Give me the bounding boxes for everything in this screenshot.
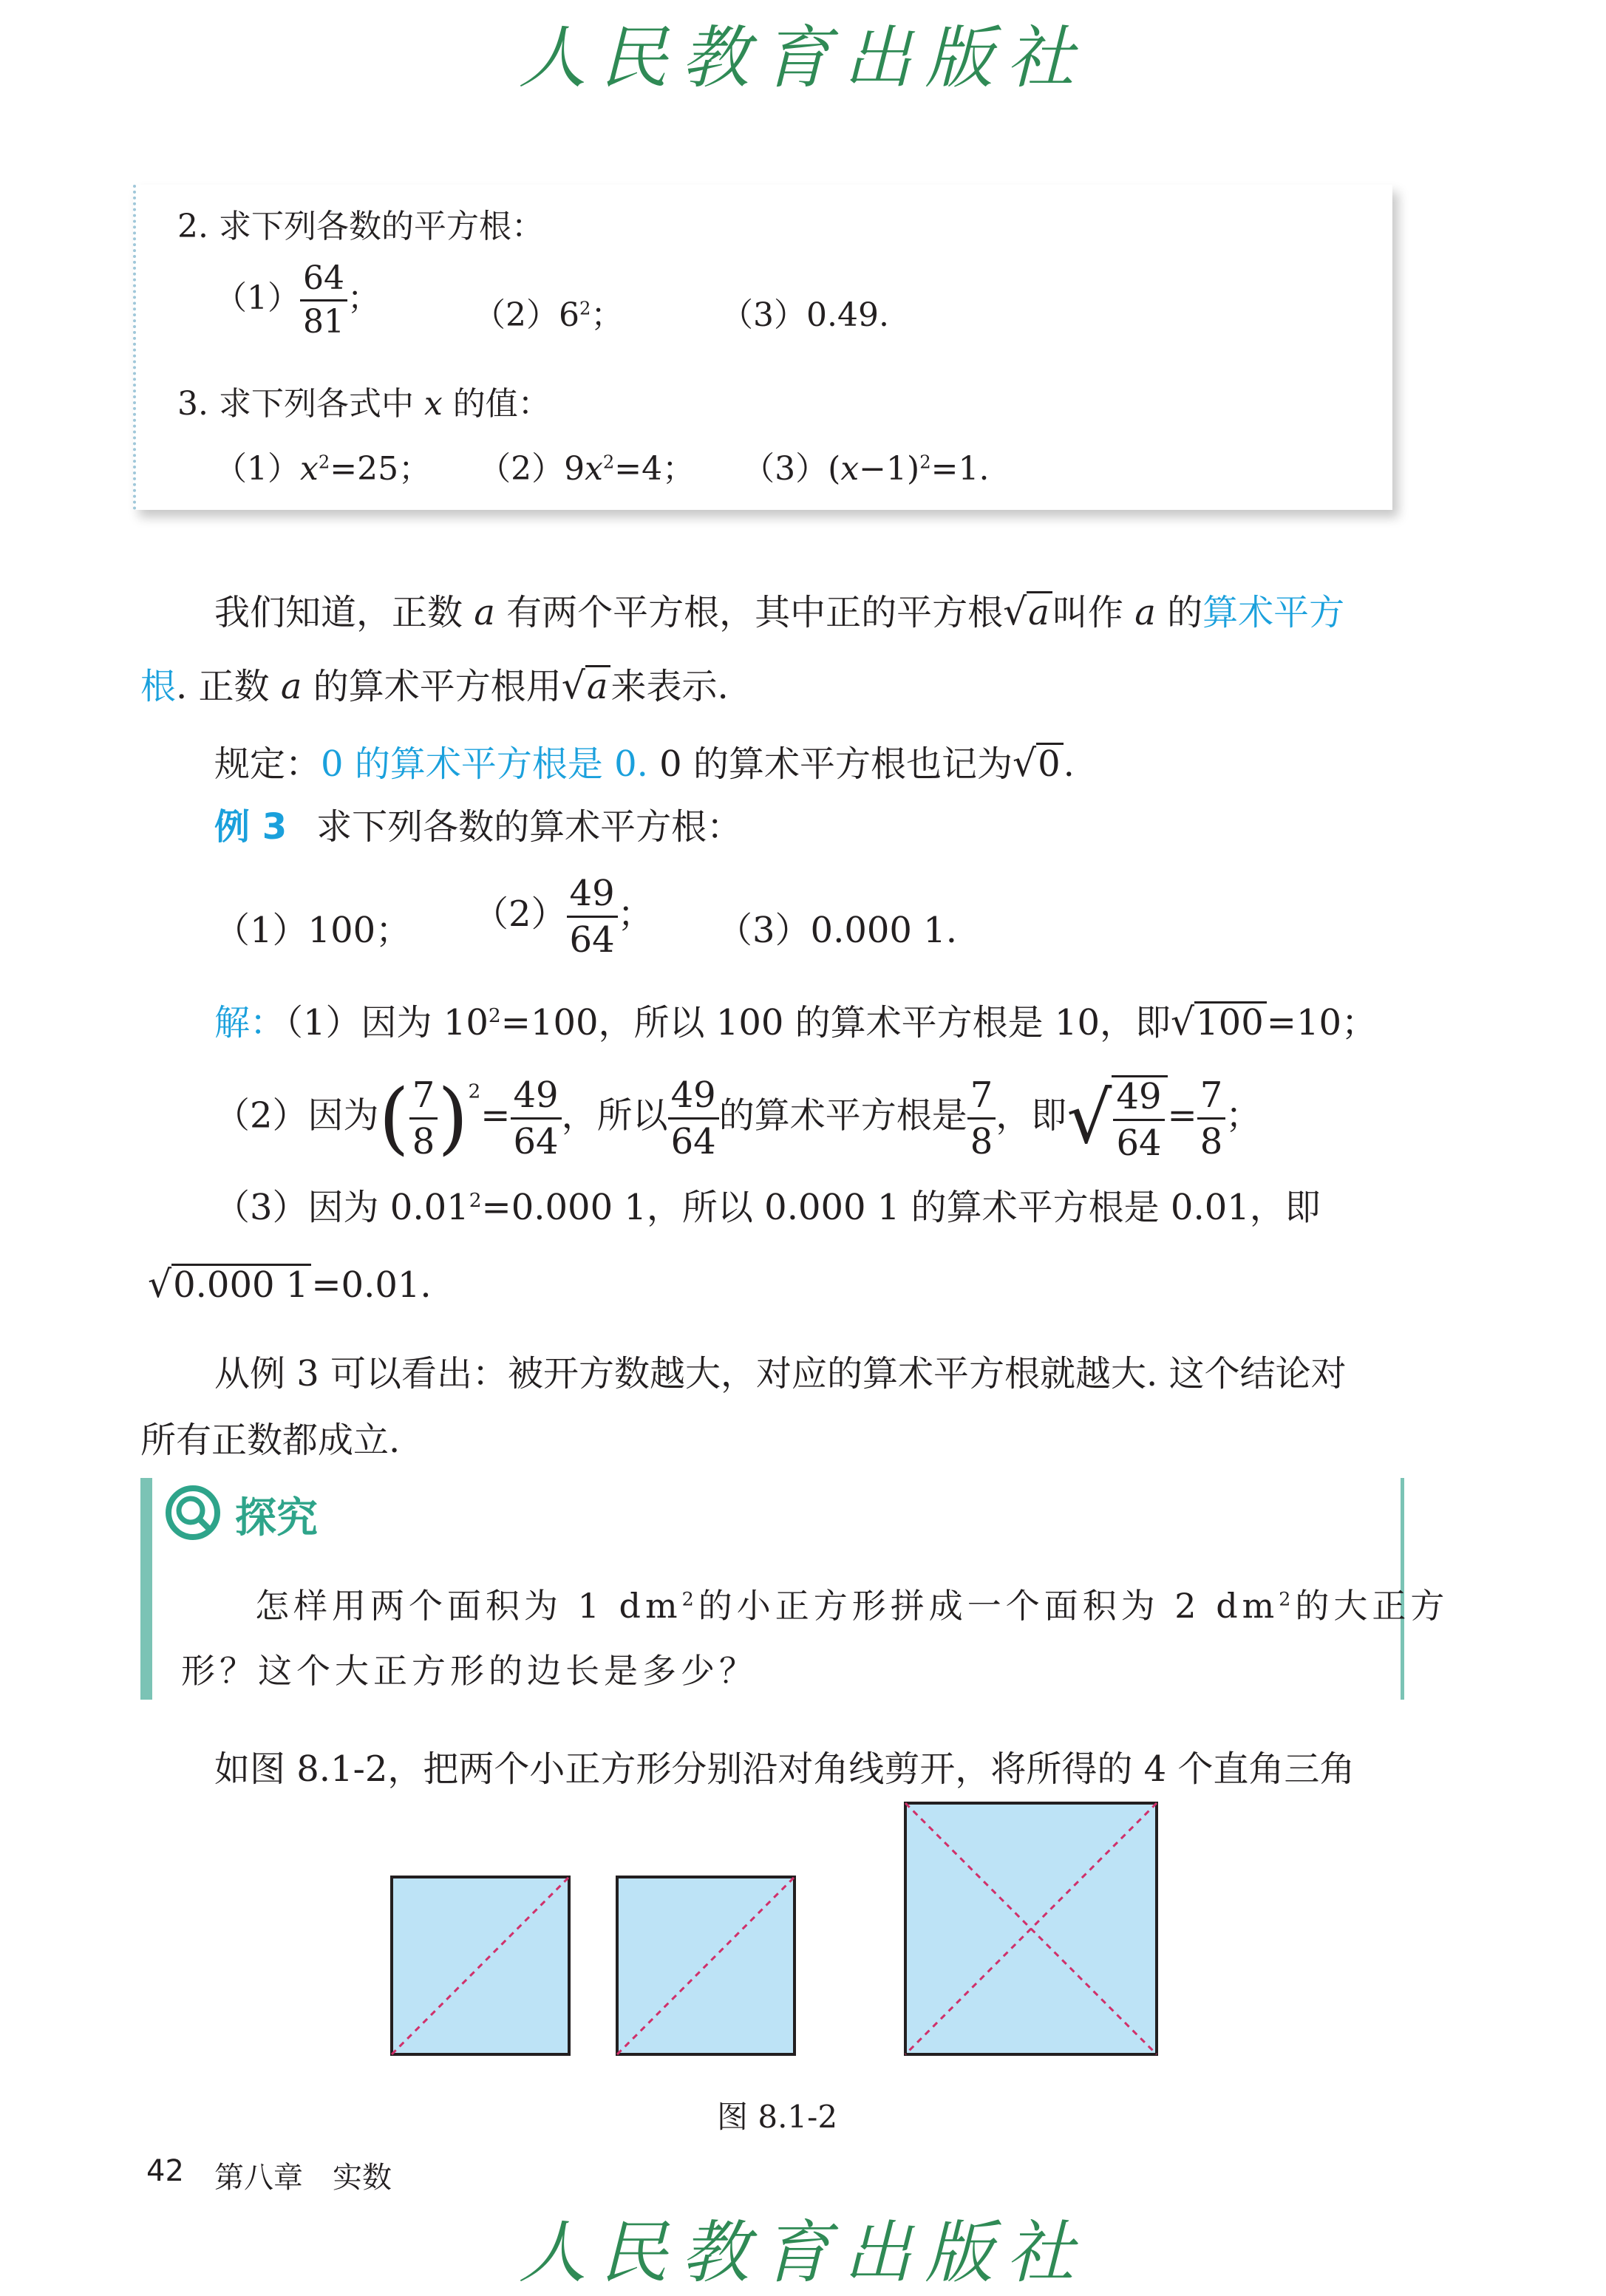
magnifier-icon	[164, 1484, 222, 1542]
figure-intro-text: 如图 8.1-2，把两个小正方形分别沿对角线剪开，将所得的 4 个直角三角	[214, 1748, 1355, 1790]
solution-3: （3）因为 $0.01^2=0.000$ 1，所以 0.000 1 的算术平方根是 0.01，即	[214, 1187, 1321, 1228]
publisher-logo: 人民教育出版社	[518, 18, 1088, 98]
small-square-2	[617, 1877, 795, 2054]
exercise-q2-title: 2. 求下列各数的平方根：	[177, 208, 544, 245]
term-arithmetic-root: 算术平方	[1202, 592, 1345, 633]
definition-line2: 根. 正数 a 的算术平方根用√a来表示.	[140, 664, 729, 707]
exercise-q3-title: 3. 求下列各式中 x 的值：	[177, 385, 551, 423]
publisher-logo-bottom: 人民教育出版社	[518, 2213, 1088, 2292]
example3-item1: （1）100；	[214, 910, 412, 951]
solution-3-cont: √0.000 1=0.01.	[148, 1262, 432, 1306]
explore-line1: 怎样用两个面积为 1 $dm^2$的小正方形拼成一个面积为 2 $dm^2$的大正方	[255, 1586, 1449, 1626]
chapter-title: 第八章 实数	[214, 2161, 392, 2195]
exercise-q2-item3: （3）0.49.	[721, 296, 889, 334]
exercise-q3-items: $(1)x^2=25$； $(2)9x^2=4$； $(3)(x-1)^2=1$.	[214, 450, 990, 488]
explore-title: 探究	[235, 1494, 318, 1542]
conclusion-line2: 所有正数都成立.	[140, 1420, 401, 1461]
example3-heading: 例 3 求下列各数的算术平方根：	[214, 806, 743, 848]
fraction: $\frac{64}{81}$	[300, 262, 347, 338]
large-square	[905, 1803, 1157, 2054]
exercise-q2-item2: $(2)6^2$；	[473, 296, 624, 334]
example3-item2: （2） $\frac{49}{64}$ ；	[473, 873, 653, 961]
exercise-q2-item1: （1） $\frac{64}{81}$ ；	[214, 259, 380, 341]
small-square-1	[392, 1877, 569, 2054]
figure-8-1-2	[384, 1796, 1168, 2069]
solution-1: 解：（1）因为 $10^2=100$，所以 100 的算术平方根是 10，即√100=10；	[214, 1000, 1378, 1043]
definition-line1: 我们知道，正数 a 有两个平方根，其中正的平方根√a叫作 a 的算术平方	[214, 590, 1345, 633]
solution-2: （2）因为( $\frac{7}{8}$ )$^2$= $\frac{49}{64}$ ，所以 $\frac{49}{64}$ 的算术平方根是 $\frac{7}{8}$ ，即√ $\frac{49}{64}$ = $\frac{7}{8}$ ；	[214, 1072, 1262, 1164]
example3-item3: （3）0.000 1.	[717, 910, 958, 951]
figure-caption: 图 8.1-2	[717, 2099, 838, 2135]
page-number: 42	[146, 2154, 184, 2188]
definition-rule: 规定：0 的算术平方根是 0. 0 的算术平方根也记为√0.	[214, 741, 1075, 785]
conclusion-line1: 从例 3 可以看出：被开方数越大，对应的算术平方根就越大. 这个结论对	[214, 1353, 1347, 1394]
explore-line2: 形？这个大正方形的边长是多少？	[181, 1651, 758, 1691]
